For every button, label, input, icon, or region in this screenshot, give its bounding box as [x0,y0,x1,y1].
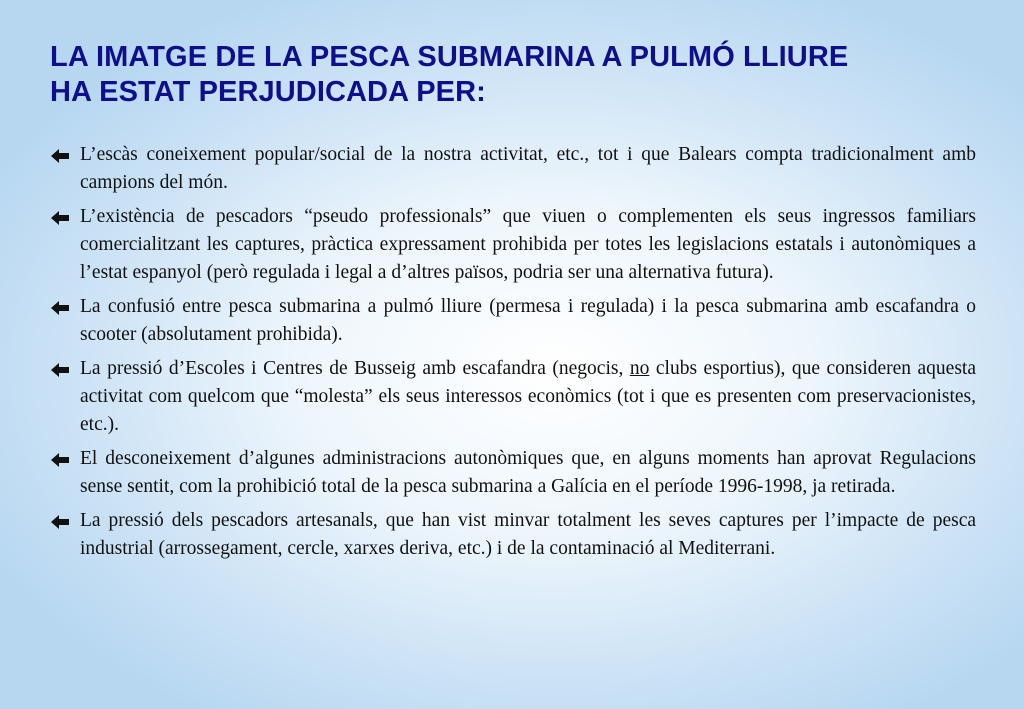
title-line: LA IMATGE DE LA PESCA SUBMARINA A PULMÓ LLIURE [50,41,849,73]
bullet-text: L’escàs coneixement popular/social de la nostra activitat, etc., tot i que Balears compta tradicionalment amb campions del món. [80,144,976,193]
bullet-item [50,355,976,439]
left-arrow-icon [50,141,74,169]
slide-title [50,40,990,110]
bullet-item [50,445,976,501]
bullet-text-part: La pressió d’Escoles i Centres de Busseig amb escafandra (negocis, [80,358,630,379]
left-arrow-icon [50,203,74,231]
bullet-item [50,203,976,287]
left-arrow-icon [50,355,74,383]
bullet-text: El desconeixement d’algunes administracions autonòmiques que, en alguns moments han aprovat Regulacions sense sentit, com la prohibició total de la pesca submarina a Galícia en el període 1996-1998, ja retirada. [80,448,976,497]
bullet-text: La confusió entre pesca submarina a pulmó lliure (permesa i regulada) i la pesca submarina amb escafandra o scooter (absolutament prohibida). [80,296,976,345]
bullet-text [80,358,976,435]
left-arrow-icon [50,445,74,473]
bullet-text: L’existència de pescadors “pseudo professionals” que viuen o complementen els seus ingressos familiars comercialitzant les captures, pràctica expressament prohibida per totes les legislacions estatals i autonòmiques a l’estat espanyol (però regulada i legal a d’altres països, podria ser una alternativa futura). [80,206,976,283]
left-arrow-icon [50,293,74,321]
title-line: HA ESTAT PERJUDICADA PER: [50,76,486,108]
bullet-item [50,141,976,197]
bullet-item [50,507,976,563]
left-arrow-icon [50,507,74,535]
underlined-word: no [629,358,650,379]
bullet-text: La pressió dels pescadors artesanals, que han vist minvar totalment les seves captures per l’impacte de pesca industrial (arrossegament, cercle, xarxes deriva, etc.) i de la contaminació al Mediterrani. [80,510,976,559]
bullet-item [50,293,976,349]
bullet-text-part: clubs esportius), que consideren aquesta activitat com quelcom que “molesta” els seus interessos econòmics (tot i que es presenten com preservacionistes, etc.). [80,358,976,435]
bullet-list [50,141,976,569]
